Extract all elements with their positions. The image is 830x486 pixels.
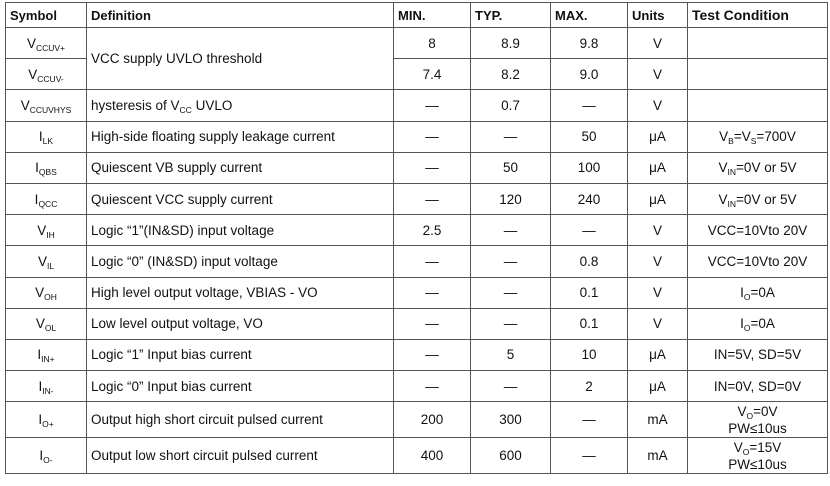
min-cell: — (394, 90, 471, 121)
max-cell: — (551, 90, 628, 121)
max-cell: 0.1 (551, 308, 628, 339)
unit-cell: mA (628, 438, 688, 474)
max-cell: 50 (551, 121, 628, 152)
typ-cell: — (471, 277, 551, 308)
definition-cell: High level output voltage, VBIAS - VO (87, 277, 394, 308)
typ-cell: 5 (471, 339, 551, 370)
definition-cell: Logic “0” (IN&SD) input voltage (87, 246, 394, 277)
condition-cell: VCC=10Vto 20V (688, 215, 828, 246)
unit-cell: V (628, 28, 688, 59)
condition-line-1: $V_O=15V$ (733, 439, 782, 457)
condition-line-2: PW≤10us (728, 420, 787, 436)
max-cell: 100 (551, 152, 628, 183)
condition-cell: VCC=10Vto 20V (688, 246, 828, 277)
header-units: Units (628, 3, 688, 28)
typ-cell: — (471, 246, 551, 277)
table-row (6, 339, 828, 370)
typ-cell: — (471, 121, 551, 152)
definition-cell: Low level output voltage, VO (87, 308, 394, 339)
max-cell: 9.0 (551, 59, 628, 90)
min-cell: — (394, 277, 471, 308)
header-typ: TYP. (471, 3, 551, 28)
table-row (6, 90, 828, 121)
symbol-cell: $V_{OL}$ (6, 308, 87, 339)
table-row (6, 277, 828, 308)
table-row (6, 152, 828, 183)
symbol-cell: $I_{QCC}$ (6, 183, 87, 214)
header-row (6, 3, 828, 28)
symbol-cell: $I_{O+}$ (6, 402, 87, 438)
min-cell: 2.5 (394, 215, 471, 246)
min-cell: — (394, 371, 471, 402)
definition-cell: Output high short circuit pulsed current (87, 402, 394, 438)
max-cell: 9.8 (551, 28, 628, 59)
electrical-characteristics-table (5, 2, 828, 474)
typ-cell: 8.9 (471, 28, 551, 59)
definition-cell: High-side floating supply leakage current (87, 121, 394, 152)
unit-cell: V (628, 308, 688, 339)
symbol-cell: $V_{OH}$ (6, 277, 87, 308)
unit-cell: μA (628, 371, 688, 402)
condition-cell (688, 28, 828, 59)
typ-cell: 0.7 (471, 90, 551, 121)
header-symbol: Symbol (6, 3, 87, 28)
typ-cell: — (471, 215, 551, 246)
typ-cell: — (471, 308, 551, 339)
unit-cell: mA (628, 402, 688, 438)
min-cell: — (394, 152, 471, 183)
condition-cell: $V_{IN}=0V$ or 5V (688, 183, 828, 214)
max-cell: 0.1 (551, 277, 628, 308)
unit-cell: V (628, 59, 688, 90)
symbol-cell: $I_{LK}$ (6, 121, 87, 152)
definition-cell: Logic “0” Input bias current (87, 371, 394, 402)
min-cell: — (394, 246, 471, 277)
unit-cell: μA (628, 152, 688, 183)
max-cell: — (551, 438, 628, 474)
header-max: MAX. (551, 3, 628, 28)
condition-cell: $V_B=V_S=700V$ (688, 121, 828, 152)
typ-cell: 120 (471, 183, 551, 214)
symbol-cell: $I_{IN-}$ (6, 371, 87, 402)
typ-cell: 300 (471, 402, 551, 438)
symbol-cell: $V_{CCUV+}$ (6, 28, 87, 59)
table-row (6, 246, 828, 277)
min-cell: 400 (394, 438, 471, 474)
condition-cell: $I_O=0A$ (688, 308, 828, 339)
table-row (6, 402, 828, 438)
typ-cell: 600 (471, 438, 551, 474)
min-cell: — (394, 308, 471, 339)
max-cell: — (551, 215, 628, 246)
condition-line-1: $V_O=0V$ (737, 403, 778, 421)
symbol-cell: $V_{IH}$ (6, 215, 87, 246)
condition-cell: IN=0V, SD=0V (688, 371, 828, 402)
condition-cell: $I_O=0A$ (688, 277, 828, 308)
unit-cell: μA (628, 339, 688, 370)
condition-cell (688, 90, 828, 121)
max-cell: — (551, 402, 628, 438)
unit-cell: V (628, 246, 688, 277)
unit-cell: V (628, 215, 688, 246)
table-row (6, 28, 828, 59)
symbol-cell: $I_{QBS}$ (6, 152, 87, 183)
table-row (6, 438, 828, 474)
symbol-cell: $V_{IL}$ (6, 246, 87, 277)
definition-cell: Logic “1” Input bias current (87, 339, 394, 370)
symbol-cell: $I_{IN+}$ (6, 339, 87, 370)
typ-cell: 50 (471, 152, 551, 183)
symbol-cell: $V_{CCUV-}$ (6, 59, 87, 90)
definition-cell: Quiescent VB supply current (87, 152, 394, 183)
symbol-cell: $V_{CCUVHYS}$ (6, 90, 87, 121)
table-row (6, 308, 828, 339)
header-test-condition: Test Condition (688, 3, 828, 28)
condition-cell: IN=5V, SD=5V (688, 339, 828, 370)
min-cell: 8 (394, 28, 471, 59)
table-row (6, 183, 828, 214)
unit-cell: V (628, 277, 688, 308)
table-row (6, 121, 828, 152)
max-cell: 10 (551, 339, 628, 370)
condition-cell (688, 402, 828, 438)
typ-cell: — (471, 371, 551, 402)
condition-cell (688, 438, 828, 474)
unit-cell: V (628, 90, 688, 121)
table-row (6, 215, 828, 246)
symbol-cell: $I_{O-}$ (6, 438, 87, 474)
min-cell: 7.4 (394, 59, 471, 90)
condition-cell: $V_{IN}=0V$ or 5V (688, 152, 828, 183)
table-row (6, 371, 828, 402)
condition-line-2: PW≤10us (728, 456, 787, 472)
max-cell: 2 (551, 371, 628, 402)
definition-cell: VCC supply UVLO threshold (87, 28, 394, 90)
definition-cell: Quiescent VCC supply current (87, 183, 394, 214)
min-cell: 200 (394, 402, 471, 438)
min-cell: — (394, 183, 471, 214)
header-min: MIN. (394, 3, 471, 28)
unit-cell: μA (628, 183, 688, 214)
unit-cell: μA (628, 121, 688, 152)
header-definition: Definition (87, 3, 394, 28)
min-cell: — (394, 121, 471, 152)
definition-cell: Logic “1”(IN&SD) input voltage (87, 215, 394, 246)
max-cell: 0.8 (551, 246, 628, 277)
typ-cell: 8.2 (471, 59, 551, 90)
definition-cell: Output low short circuit pulsed current (87, 438, 394, 474)
definition-cell: hysteresis of $V_{CC}$ UVLO (87, 90, 394, 121)
min-cell: — (394, 339, 471, 370)
condition-cell (688, 59, 828, 90)
max-cell: 240 (551, 183, 628, 214)
